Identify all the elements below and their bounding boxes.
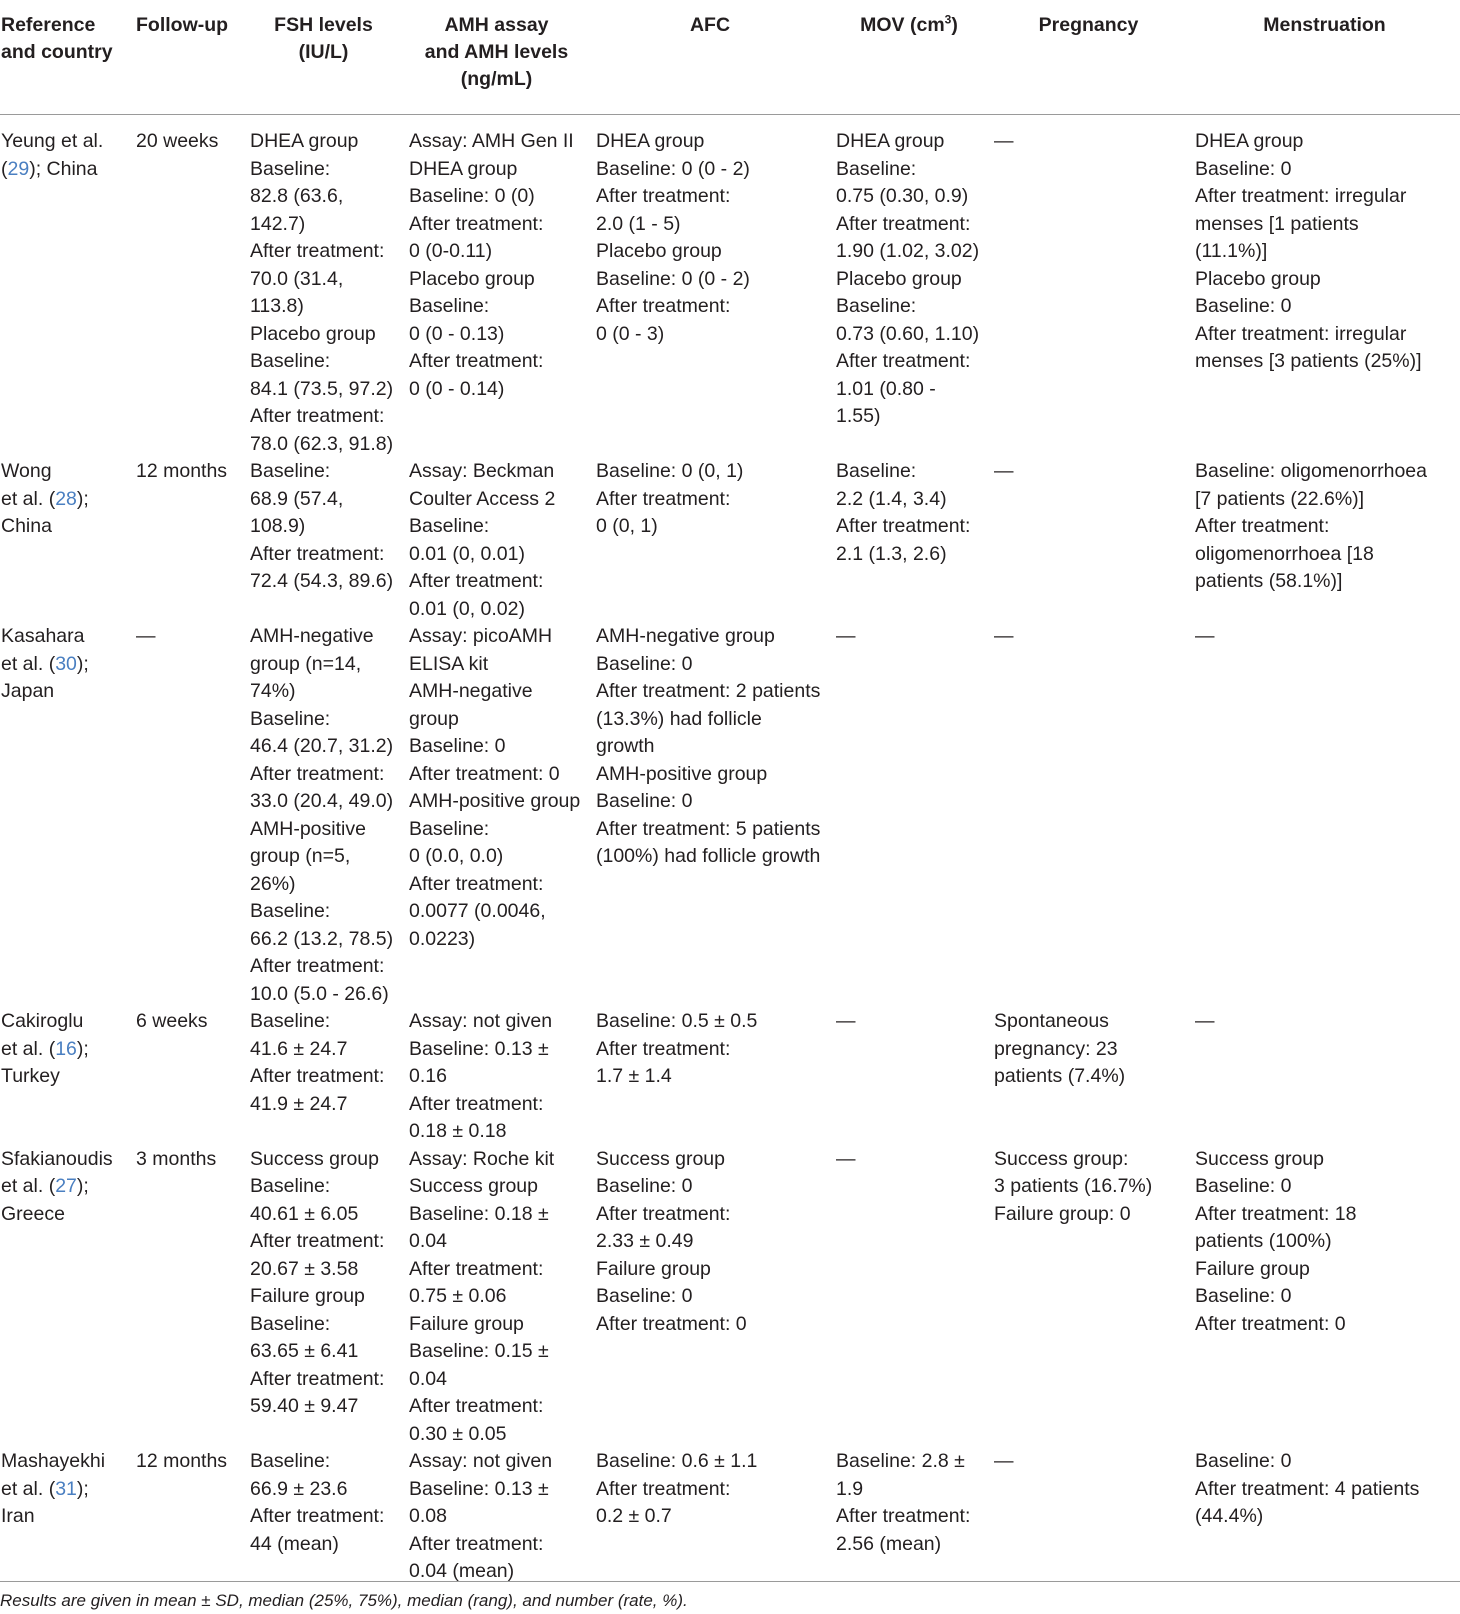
- reference-citation-line: [1, 651, 124, 679]
- mov-line: 2.2 (1.4, 3.4): [836, 487, 947, 510]
- fsh-line: Baseline:: [250, 157, 331, 180]
- mov-line: Baseline:: [836, 295, 917, 317]
- amh-line: 0 (0-0.11): [409, 240, 493, 262]
- pregnancy-line: —: [994, 1450, 1014, 1472]
- afc-line: After treatment:: [596, 487, 731, 510]
- cell-fsh: [244, 623, 403, 1008]
- fsh-line: 33.0 (20.4, 49.0): [250, 790, 394, 812]
- amh-line: group: [409, 707, 459, 730]
- cell-amh: [403, 623, 590, 1008]
- fsh-line: 10.0 (5.0 - 26.6): [250, 982, 389, 1005]
- cell-mov: [830, 1448, 988, 1586]
- citation-link[interactable]: 28: [55, 487, 77, 510]
- cell-pregnancy: [988, 623, 1189, 1008]
- reference-citation-line: [1, 1173, 124, 1201]
- amh-line: Success group: [409, 1175, 538, 1197]
- table-row: [0, 1448, 1460, 1586]
- afc-line: Baseline: 0: [596, 652, 693, 675]
- header-reference: Reference and country: [0, 0, 130, 115]
- cell-fsh: [244, 115, 403, 459]
- amh-line: DHEA group: [409, 157, 518, 180]
- amh-line: Assay: Roche kit: [409, 1147, 555, 1170]
- reference-citation-line: [1, 1036, 124, 1064]
- afc-line: Baseline: 0 (0, 1): [596, 460, 744, 482]
- header-afc: AFC: [590, 0, 830, 115]
- amh-line: 0 (0 - 0.13): [409, 322, 505, 345]
- amh-line: AMH-positive group: [409, 790, 581, 812]
- fsh-line: 59.40 ± 9.47: [250, 1395, 359, 1417]
- cell-menstruation: [1189, 115, 1460, 459]
- amh-line: 0.30 ± 0.05: [409, 1422, 507, 1445]
- cell-afc: [590, 458, 830, 623]
- reference-citation-line: [1, 1476, 124, 1504]
- mov-line: 2.56 (mean): [836, 1532, 942, 1555]
- pregnancy-line: 3 patients (16.7%): [994, 1175, 1153, 1197]
- menstruation-line: Baseline: oligomenorrhoea: [1195, 460, 1427, 482]
- afc-line: After treatment:: [596, 1202, 731, 1225]
- cell-amh: [403, 1146, 590, 1449]
- amh-line: 0 (0 - 0.14): [409, 377, 505, 400]
- cell-amh: [403, 458, 590, 623]
- menstruation-line: (11.1%)]: [1195, 240, 1268, 262]
- menstruation-line: Success group: [1195, 1147, 1324, 1170]
- afc-line: After treatment: 5 patients: [596, 817, 821, 840]
- fsh-line: After treatment:: [250, 762, 385, 785]
- afc-line: Baseline: 0 (0 - 2): [596, 267, 750, 290]
- amh-line: Baseline: 0.15 ±: [409, 1340, 549, 1362]
- fsh-line: group (n=14,: [250, 652, 362, 675]
- amh-line: 0.01 (0, 0.01): [409, 542, 525, 565]
- cell-reference: [0, 1146, 130, 1449]
- reference-authors: Kasahara: [1, 625, 85, 647]
- afc-line: (100%) had follicle growth: [596, 845, 821, 867]
- fsh-line: After treatment:: [250, 240, 385, 262]
- fsh-line: 82.8 (63.6,: [250, 185, 344, 207]
- menstruation-line: Baseline: 0: [1195, 295, 1292, 317]
- menstruation-line: menses [3 patients (25%)]: [1195, 350, 1422, 372]
- cell-pregnancy: [988, 1146, 1189, 1449]
- reference-text: (: [1, 157, 8, 180]
- amh-line: 0.01 (0, 0.02): [409, 597, 525, 620]
- pregnancy-line: patients (7.4%): [994, 1065, 1126, 1087]
- fsh-line: After treatment:: [250, 955, 385, 977]
- cell-menstruation: [1189, 1008, 1460, 1146]
- amh-line: 0.04: [409, 1367, 447, 1390]
- mov-line: —: [836, 1147, 856, 1170]
- cell-followup: 12 months: [136, 460, 228, 482]
- mov-line: Placebo group: [836, 267, 962, 290]
- header-amh: AMH assay and AMH levels (ng/mL): [403, 0, 590, 115]
- menstruation-line: Placebo group: [1195, 267, 1321, 290]
- afc-line: Placebo group: [596, 240, 722, 262]
- fsh-line: 70.0 (31.4,: [250, 267, 344, 290]
- cell-menstruation: [1189, 458, 1460, 623]
- cell-followup: 12 months: [136, 1450, 228, 1472]
- fsh-line: AMH-negative: [250, 625, 374, 647]
- fsh-line: 113.8): [250, 295, 304, 317]
- fsh-line: Success group: [250, 1147, 379, 1170]
- fsh-line: Baseline:: [250, 460, 331, 482]
- reference-text: et al. (: [1, 487, 56, 510]
- mov-line: After treatment:: [836, 350, 971, 372]
- cell-menstruation: [1189, 623, 1460, 1008]
- reference-text: );: [76, 1175, 89, 1197]
- afc-line: 0 (0 - 3): [596, 322, 665, 345]
- afc-line: 2.0 (1 - 5): [596, 212, 681, 235]
- menstruation-line: (44.4%): [1195, 1505, 1264, 1527]
- afc-line: AMH-negative group: [596, 625, 775, 647]
- fsh-line: Failure group: [250, 1285, 365, 1307]
- cell-fsh: [244, 1448, 403, 1586]
- fsh-line: 68.9 (57.4,: [250, 487, 344, 510]
- afc-line: Baseline: 0 (0 - 2): [596, 157, 750, 180]
- cell-afc: [590, 1448, 830, 1586]
- amh-line: After treatment:: [409, 1257, 544, 1280]
- cell-pregnancy: [988, 458, 1189, 623]
- menstruation-line: menses [1 patients: [1195, 212, 1359, 235]
- afc-line: Failure group: [596, 1257, 711, 1280]
- amh-line: After treatment:: [409, 1092, 544, 1115]
- reference-country: Japan: [1, 680, 55, 702]
- fsh-line: After treatment:: [250, 1367, 385, 1390]
- cell-followup: 6 weeks: [136, 1010, 208, 1032]
- mov-line: 0.75 (0.30, 0.9): [836, 185, 969, 207]
- reference-authors: Sfakianoudis: [1, 1147, 113, 1170]
- fsh-line: 66.9 ± 23.6: [250, 1477, 348, 1500]
- cell-afc: [590, 115, 830, 459]
- cell-followup: 20 weeks: [136, 130, 219, 152]
- citation-link[interactable]: 27: [55, 1175, 77, 1197]
- fsh-line: Placebo group: [250, 322, 376, 345]
- amh-line: 0.16: [409, 1065, 447, 1087]
- menstruation-line: After treatment: irregular: [1195, 322, 1407, 345]
- reference-authors: Yeung et al.: [1, 130, 104, 152]
- reference-text: );: [76, 652, 89, 675]
- amh-line: 0.0223): [409, 927, 476, 950]
- fsh-line: 74%): [250, 680, 296, 702]
- table-row: [0, 1146, 1460, 1449]
- fsh-line: After treatment:: [250, 1505, 385, 1527]
- menstruation-line: DHEA group: [1195, 130, 1304, 152]
- citation-link[interactable]: 29: [7, 157, 30, 180]
- fsh-line: 20.67 ± 3.58: [250, 1257, 359, 1280]
- cell-menstruation: [1189, 1146, 1460, 1449]
- afc-line: 0.2 ± 0.7: [596, 1505, 672, 1527]
- amh-line: Assay: not given: [409, 1450, 553, 1472]
- amh-line: After treatment:: [409, 570, 544, 592]
- cell-pregnancy: [988, 1448, 1189, 1586]
- mov-line: 1.55): [836, 405, 881, 427]
- mov-line: After treatment:: [836, 1505, 971, 1527]
- table-row: [0, 115, 1460, 459]
- cell-afc: [590, 1008, 830, 1146]
- header-row: [0, 0, 1460, 115]
- table-footnote: Results are given in mean ± SD, median (25%, 75%), median (rang), and number (rate, %).: [0, 1581, 1460, 1612]
- afc-line: 0 (0, 1): [596, 515, 658, 537]
- cell-menstruation: [1189, 1448, 1460, 1586]
- amh-line: Baseline: 0: [409, 735, 506, 757]
- citation-link[interactable]: 31: [55, 1477, 77, 1500]
- cell-fsh: [244, 458, 403, 623]
- afc-line: After treatment:: [596, 295, 731, 317]
- cell-mov: [830, 1008, 988, 1146]
- cell-afc: [590, 1146, 830, 1449]
- menstruation-line: —: [1195, 1010, 1215, 1032]
- fsh-line: Baseline:: [250, 350, 331, 372]
- mov-line: 1.9: [836, 1477, 864, 1500]
- fsh-line: 26%): [250, 872, 296, 895]
- cell-mov: [830, 115, 988, 459]
- pregnancy-line: pregnancy: 23: [994, 1037, 1118, 1060]
- header-menstruation: Menstruation: [1189, 0, 1460, 115]
- amh-line: After treatment:: [409, 1395, 544, 1417]
- mov-line: 0.73 (0.60, 1.10): [836, 322, 980, 345]
- amh-line: After treatment:: [409, 350, 544, 372]
- menstruation-line: Baseline: 0: [1195, 1285, 1292, 1307]
- fsh-line: DHEA group: [250, 130, 359, 152]
- amh-line: 0.08: [409, 1505, 447, 1527]
- amh-line: Baseline:: [409, 817, 490, 840]
- pregnancy-line: —: [994, 625, 1014, 647]
- afc-line: Baseline: 0: [596, 1285, 693, 1307]
- fsh-line: 72.4 (54.3, 89.6): [250, 570, 394, 592]
- reference-text: );: [76, 1037, 89, 1060]
- menstruation-line: Baseline: 0: [1195, 157, 1292, 180]
- menstruation-line: Baseline: 0: [1195, 1175, 1292, 1197]
- fsh-line: Baseline:: [250, 1010, 331, 1032]
- menstruation-line: patients (100%): [1195, 1230, 1332, 1252]
- table-row: [0, 458, 1460, 623]
- mov-line: After treatment:: [836, 515, 971, 537]
- amh-line: 0.04: [409, 1230, 447, 1252]
- citation-link[interactable]: 16: [55, 1037, 77, 1060]
- afc-line: (13.3%) had follicle growth: [596, 707, 762, 757]
- amh-line: Assay: not given: [409, 1010, 553, 1032]
- afc-line: AMH-positive group: [596, 762, 768, 785]
- fsh-line: After treatment:: [250, 542, 385, 565]
- reference-citation-line: [1, 486, 124, 514]
- menstruation-line: —: [1195, 625, 1215, 647]
- fsh-line: 63.65 ± 6.41: [250, 1340, 359, 1362]
- amh-line: Placebo group: [409, 267, 535, 290]
- fsh-line: Baseline:: [250, 900, 331, 922]
- amh-line: Baseline:: [409, 295, 490, 317]
- amh-line: After treatment: 0: [409, 762, 560, 785]
- afc-line: Baseline: 0: [596, 1175, 693, 1197]
- amh-line: Coulter Access 2: [409, 487, 556, 510]
- fsh-line: 78.0 (62.3, 91.8): [250, 432, 394, 455]
- mov-line: —: [836, 625, 856, 647]
- header-fsh: FSH levels (IU/L): [244, 0, 403, 115]
- cell-fsh: [244, 1146, 403, 1449]
- amh-line: Assay: Beckman: [409, 460, 555, 482]
- fsh-line: Baseline:: [250, 1450, 331, 1472]
- amh-line: 0.04 (mean): [409, 1560, 515, 1582]
- menstruation-line: Baseline: 0: [1195, 1450, 1292, 1472]
- amh-line: Baseline: 0.18 ±: [409, 1202, 549, 1225]
- fsh-line: 142.7): [250, 212, 306, 235]
- amh-line: 0 (0.0, 0.0): [409, 845, 504, 867]
- cell-mov: [830, 1146, 988, 1449]
- mov-line: DHEA group: [836, 130, 945, 152]
- cell-reference: [0, 623, 130, 1008]
- afc-line: Baseline: 0: [596, 790, 693, 812]
- pregnancy-line: Success group:: [994, 1147, 1129, 1170]
- header-followup: Follow-up: [130, 0, 244, 115]
- reference-citation-line: [1, 156, 124, 184]
- amh-line: 0.18 ± 0.18: [409, 1120, 507, 1142]
- mov-line: Baseline:: [836, 460, 917, 482]
- menstruation-line: After treatment:: [1195, 515, 1330, 537]
- fsh-line: 41.6 ± 24.7: [250, 1037, 348, 1060]
- afc-line: Baseline: 0.6 ± 1.1: [596, 1450, 758, 1472]
- fsh-line: Baseline:: [250, 1312, 331, 1335]
- fsh-line: 84.1 (73.5, 97.2): [250, 377, 394, 400]
- table-row: [0, 623, 1460, 1008]
- afc-line: 1.7 ± 1.4: [596, 1065, 672, 1087]
- reference-text: et al. (: [1, 652, 56, 675]
- afc-line: 2.33 ± 0.49: [596, 1230, 694, 1252]
- mov-line: Baseline:: [836, 157, 917, 180]
- amh-line: Assay: AMH Gen II: [409, 130, 574, 152]
- amh-line: 0.0077 (0.0046,: [409, 900, 546, 922]
- fsh-line: 40.61 ± 6.05: [250, 1202, 359, 1225]
- reference-country: Greece: [1, 1202, 65, 1225]
- menstruation-line: Failure group: [1195, 1257, 1310, 1280]
- amh-line: 0.75 ± 0.06: [409, 1285, 507, 1307]
- amh-line: After treatment:: [409, 212, 544, 235]
- cell-reference: [0, 1008, 130, 1146]
- fsh-line: After treatment:: [250, 1230, 385, 1252]
- cell-afc: [590, 623, 830, 1008]
- cell-pregnancy: [988, 115, 1189, 459]
- header-pregnancy: Pregnancy: [988, 0, 1189, 115]
- reference-country: China: [1, 515, 52, 537]
- mov-line: —: [836, 1010, 856, 1032]
- amh-line: ELISA kit: [409, 652, 489, 675]
- amh-line: Baseline:: [409, 515, 490, 537]
- reference-authors: Mashayekhi: [1, 1450, 106, 1472]
- afc-line: After treatment:: [596, 185, 731, 207]
- menstruation-line: After treatment: 0: [1195, 1312, 1346, 1335]
- fsh-line: 41.9 ± 24.7: [250, 1092, 348, 1115]
- cell-amh: [403, 115, 590, 459]
- menstruation-line: After treatment: 18: [1195, 1202, 1357, 1225]
- reference-text: et al. (: [1, 1037, 56, 1060]
- amh-line: After treatment:: [409, 872, 544, 895]
- menstruation-line: oligomenorrhoea [18: [1195, 542, 1374, 565]
- amh-line: After treatment:: [409, 1532, 544, 1555]
- amh-line: Failure group: [409, 1312, 524, 1335]
- table-row: [0, 1008, 1460, 1146]
- menstruation-line: patients (58.1%)]: [1195, 570, 1343, 592]
- reference-text: );: [76, 487, 89, 510]
- cell-pregnancy: [988, 1008, 1189, 1146]
- amh-line: Baseline: 0.13 ±: [409, 1477, 549, 1500]
- reference-text: et al. (: [1, 1175, 56, 1197]
- pregnancy-line: —: [994, 130, 1014, 152]
- header-mov: MOV $(cm^3)$: [830, 0, 988, 115]
- fsh-line: Baseline:: [250, 1175, 331, 1197]
- pregnancy-line: —: [994, 460, 1014, 482]
- afc-line: Baseline: 0.5 ± 0.5: [596, 1010, 758, 1032]
- fsh-line: AMH-positive: [250, 817, 366, 840]
- fsh-line: 44 (mean): [250, 1532, 339, 1555]
- mov-line: 1.01 (0.80 -: [836, 377, 936, 400]
- reference-authors: Cakiroglu: [1, 1010, 84, 1032]
- fsh-line: 108.9): [250, 515, 306, 537]
- afc-line: DHEA group: [596, 130, 705, 152]
- reference-country: Turkey: [1, 1065, 60, 1087]
- menstruation-line: After treatment: 4 patients: [1195, 1477, 1420, 1500]
- afc-line: After treatment:: [596, 1037, 731, 1060]
- amh-line: Baseline: 0.13 ±: [409, 1037, 549, 1060]
- mov-line: 2.1 (1.3, 2.6): [836, 542, 947, 565]
- cell-followup: 3 months: [136, 1147, 217, 1170]
- fsh-line: Baseline:: [250, 707, 331, 730]
- reference-country: Iran: [1, 1505, 35, 1527]
- mov-line: Baseline: 2.8 ±: [836, 1450, 965, 1472]
- cell-followup: —: [136, 625, 156, 647]
- amh-line: Baseline: 0 (0): [409, 185, 535, 207]
- afc-line: Success group: [596, 1147, 725, 1170]
- cell-amh: [403, 1008, 590, 1146]
- afc-line: After treatment:: [596, 1477, 731, 1500]
- pregnancy-line: Spontaneous: [994, 1010, 1109, 1032]
- mov-line: 1.90 (1.02, 3.02): [836, 240, 980, 262]
- reference-text: ); China: [29, 157, 98, 180]
- afc-line: After treatment: 0: [596, 1312, 747, 1335]
- cell-amh: [403, 1448, 590, 1586]
- cell-reference: [0, 458, 130, 623]
- afc-line: After treatment: 2 patients: [596, 680, 821, 702]
- fsh-line: After treatment:: [250, 1065, 385, 1087]
- cell-fsh: [244, 1008, 403, 1146]
- fsh-line: After treatment:: [250, 405, 385, 427]
- fsh-line: group (n=5,: [250, 845, 351, 867]
- mov-line: After treatment:: [836, 212, 971, 235]
- cell-reference: [0, 115, 130, 459]
- amh-line: Assay: picoAMH: [409, 625, 553, 647]
- fsh-line: 66.2 (13.2, 78.5): [250, 927, 394, 950]
- pregnancy-line: Failure group: 0: [994, 1202, 1131, 1225]
- fsh-line: 46.4 (20.7, 31.2): [250, 735, 394, 757]
- reference-text: );: [76, 1477, 89, 1500]
- citation-link[interactable]: 30: [55, 652, 77, 675]
- menstruation-line: After treatment: irregular: [1195, 185, 1407, 207]
- amh-line: AMH-negative: [409, 680, 533, 702]
- cell-mov: [830, 458, 988, 623]
- reference-text: et al. (: [1, 1477, 56, 1500]
- cell-reference: [0, 1448, 130, 1586]
- cell-mov: [830, 623, 988, 1008]
- reference-authors: Wong: [1, 460, 52, 482]
- menstruation-line: [7 patients (22.6%)]: [1195, 487, 1365, 510]
